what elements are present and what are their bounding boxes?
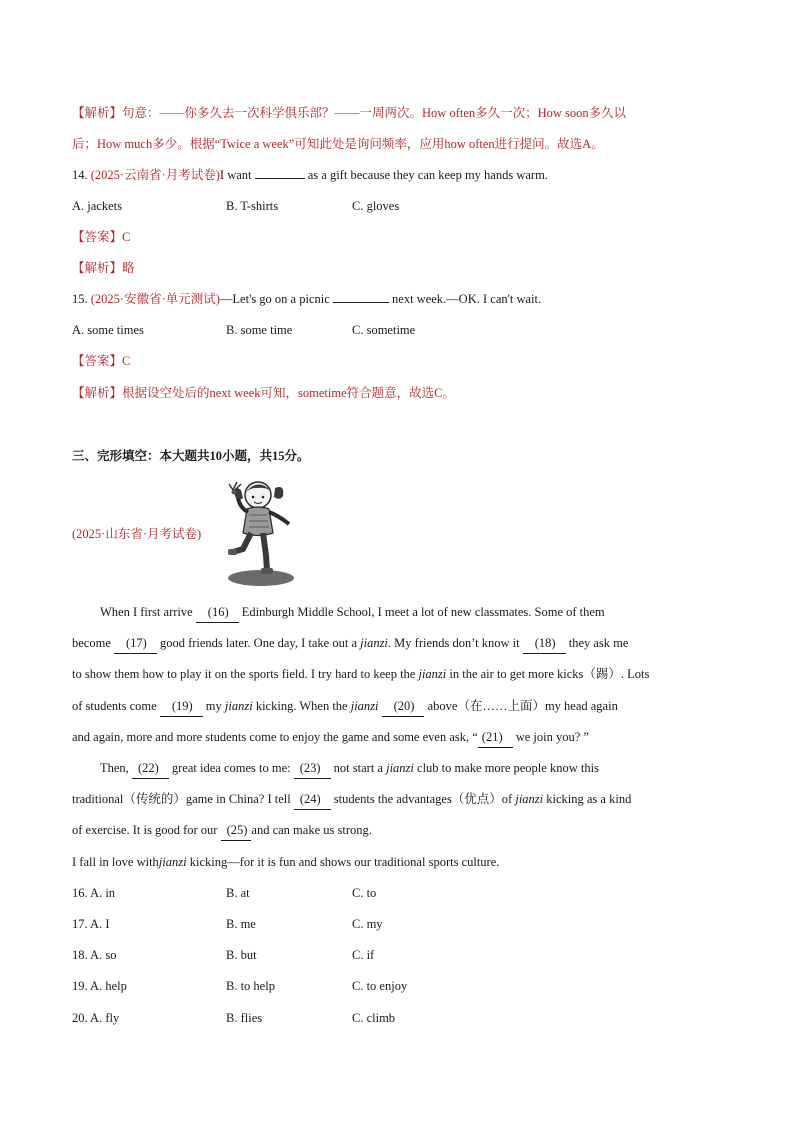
question-15 xyxy=(72,289,541,309)
question-source: (2025·云南省·月考试卷) xyxy=(90,168,220,182)
passage-text: to show them how to play it on the sports field. I try hard to keep the xyxy=(72,667,416,681)
analysis-label: 【解析】 xyxy=(72,261,123,275)
blank-16: (16) xyxy=(196,602,239,623)
answer-label: 【答案】 xyxy=(72,230,123,244)
question-stem: next week.—OK. I can't wait. xyxy=(392,292,542,306)
passage-text: and again, more and more students come to enjoy the game and some even ask, “ xyxy=(72,730,478,744)
blank-17: (17) xyxy=(114,633,157,654)
passage-text: students the advantages（优点）of xyxy=(333,792,513,806)
choice-17-b: B. me xyxy=(226,917,256,931)
question-source: (2025·安徽省·单元测试) xyxy=(90,292,220,306)
answer-value: C xyxy=(122,354,131,368)
passage-term: jianzi xyxy=(350,699,379,713)
q14-option-c: C. gloves xyxy=(352,199,400,213)
passage-text: . My friends don’t know it xyxy=(387,636,520,650)
question-number: 14. xyxy=(72,168,88,182)
blank-21: (21) xyxy=(478,727,513,748)
passage-text: good friends later. One day, I take out a xyxy=(159,636,357,650)
passage-text: I fall in love with xyxy=(72,855,159,869)
passage-line xyxy=(72,696,618,717)
q15-analysis xyxy=(72,383,455,403)
question-14 xyxy=(72,165,548,185)
passage-line xyxy=(100,602,605,623)
q13-analysis-line2 xyxy=(72,134,604,154)
analysis-text: 后；How much多少。根据“Twice a week”可知此处是询问频率，应用how often进行提问。故选A。 xyxy=(72,137,604,151)
analysis-text: 根据设空处后的next week可知，sometime符合题意，故选C。 xyxy=(122,386,455,400)
passage-text: Then, xyxy=(100,761,129,775)
passage-text: they ask me xyxy=(568,636,629,650)
passage-term: jianzi xyxy=(418,667,447,681)
passage-text: kicking—for it is fun and shows our traditional sports culture. xyxy=(189,855,500,869)
q15-option-b: B. some time xyxy=(226,323,293,337)
passage-text: not start a xyxy=(333,761,383,775)
passage-line xyxy=(72,633,628,654)
choice-19-c: C. to enjoy xyxy=(352,979,408,993)
q14-answer xyxy=(72,227,130,247)
choice-19-a: 19. A. help xyxy=(72,979,127,993)
question-stem: —Let's go on a picnic xyxy=(219,292,330,306)
passage-text: When I first arrive xyxy=(100,605,193,619)
passage-text: traditional（传统的）game in China? I tell xyxy=(72,792,291,806)
passage-text: great idea comes to me: xyxy=(171,761,291,775)
blank-22: (22) xyxy=(132,758,169,779)
passage-term: jianzi xyxy=(224,699,253,713)
passage-text: of exercise. It is good for our xyxy=(72,823,218,837)
passage-line xyxy=(72,852,499,872)
blank-24: (24) xyxy=(294,789,331,810)
q14-option-a: A. jackets xyxy=(72,199,122,213)
blank-25: (25) xyxy=(221,820,252,841)
q14-option-b: B. T-shirts xyxy=(226,199,279,213)
blank-18: (18) xyxy=(523,633,566,654)
passage-term: jianzi xyxy=(515,792,544,806)
q15-option-a: A. some times xyxy=(72,323,144,337)
passage-text: in the air to get more kicks（踢）. Lots xyxy=(449,667,650,681)
passage-text: and can make us strong. xyxy=(251,823,372,837)
choice-16-a: 16. A. in xyxy=(72,886,116,900)
passage-line xyxy=(72,820,372,841)
question-number: 15. xyxy=(72,292,88,306)
question-stem: as a gift because they can keep my hands warm. xyxy=(307,168,548,182)
analysis-label: 【解析】 xyxy=(72,386,123,400)
answer-value: C xyxy=(122,230,131,244)
choice-16-b: B. at xyxy=(226,886,250,900)
passage-term: jianzi xyxy=(360,636,388,650)
choice-17-a: 17. A. I xyxy=(72,917,110,931)
q15-option-c: C. sometime xyxy=(352,323,416,337)
passage-text: Edinburgh Middle School, I meet a lot of new classmates. Some of them xyxy=(241,605,605,619)
passage-text: become xyxy=(72,636,111,650)
choice-18-a: 18. A. so xyxy=(72,948,117,962)
section-heading: 三、完形填空：本大题共10小题，共15分。 xyxy=(72,449,310,463)
passage-text: my xyxy=(205,699,222,713)
analysis-label: 【解析】 xyxy=(72,106,123,120)
question-stem: I want xyxy=(219,168,252,182)
choice-20-a: 20. A. fly xyxy=(72,1011,120,1025)
choice-20-b: B. flies xyxy=(226,1011,263,1025)
passage-text: kicking. When the xyxy=(255,699,348,713)
blank-23: (23) xyxy=(294,758,331,779)
choice-18-b: B. but xyxy=(226,948,257,962)
passage-line xyxy=(72,789,631,810)
answer-label: 【答案】 xyxy=(72,354,123,368)
answer-blank xyxy=(333,289,389,303)
choice-19-b: B. to help xyxy=(226,979,275,993)
passage-line xyxy=(72,664,649,684)
answer-blank xyxy=(255,165,305,179)
choice-17-c: C. my xyxy=(352,917,383,931)
q15-answer xyxy=(72,351,130,371)
passage-text: above（在……上面）my head again xyxy=(427,699,618,713)
passage-source: (2025·山东省·月考试卷) xyxy=(72,527,202,541)
passage-text: kicking as a kind xyxy=(546,792,632,806)
passage-line xyxy=(72,727,589,748)
analysis-text: 略 xyxy=(122,261,135,275)
blank-19: (19) xyxy=(160,696,203,717)
passage-text: we join you? ” xyxy=(515,730,589,744)
choice-20-c: C. climb xyxy=(352,1011,396,1025)
analysis-text: 句意：——你多久去一次科学俱乐部？——一周两次。How often多久一次；How soon多久以 xyxy=(122,106,627,120)
choice-16-c: C. to xyxy=(352,886,377,900)
q14-analysis xyxy=(72,258,135,278)
blank-20: (20) xyxy=(382,696,425,717)
choice-18-c: C. if xyxy=(352,948,375,962)
passage-text: of students come xyxy=(72,699,157,713)
girl-kicking-jianzi-illustration xyxy=(225,478,300,590)
passage-line xyxy=(100,758,599,779)
passage-term: jianzi xyxy=(158,855,187,869)
passage-text: club to make more people know this xyxy=(417,761,599,775)
passage-term: jianzi xyxy=(386,761,414,775)
q13-analysis-line1 xyxy=(72,103,626,123)
